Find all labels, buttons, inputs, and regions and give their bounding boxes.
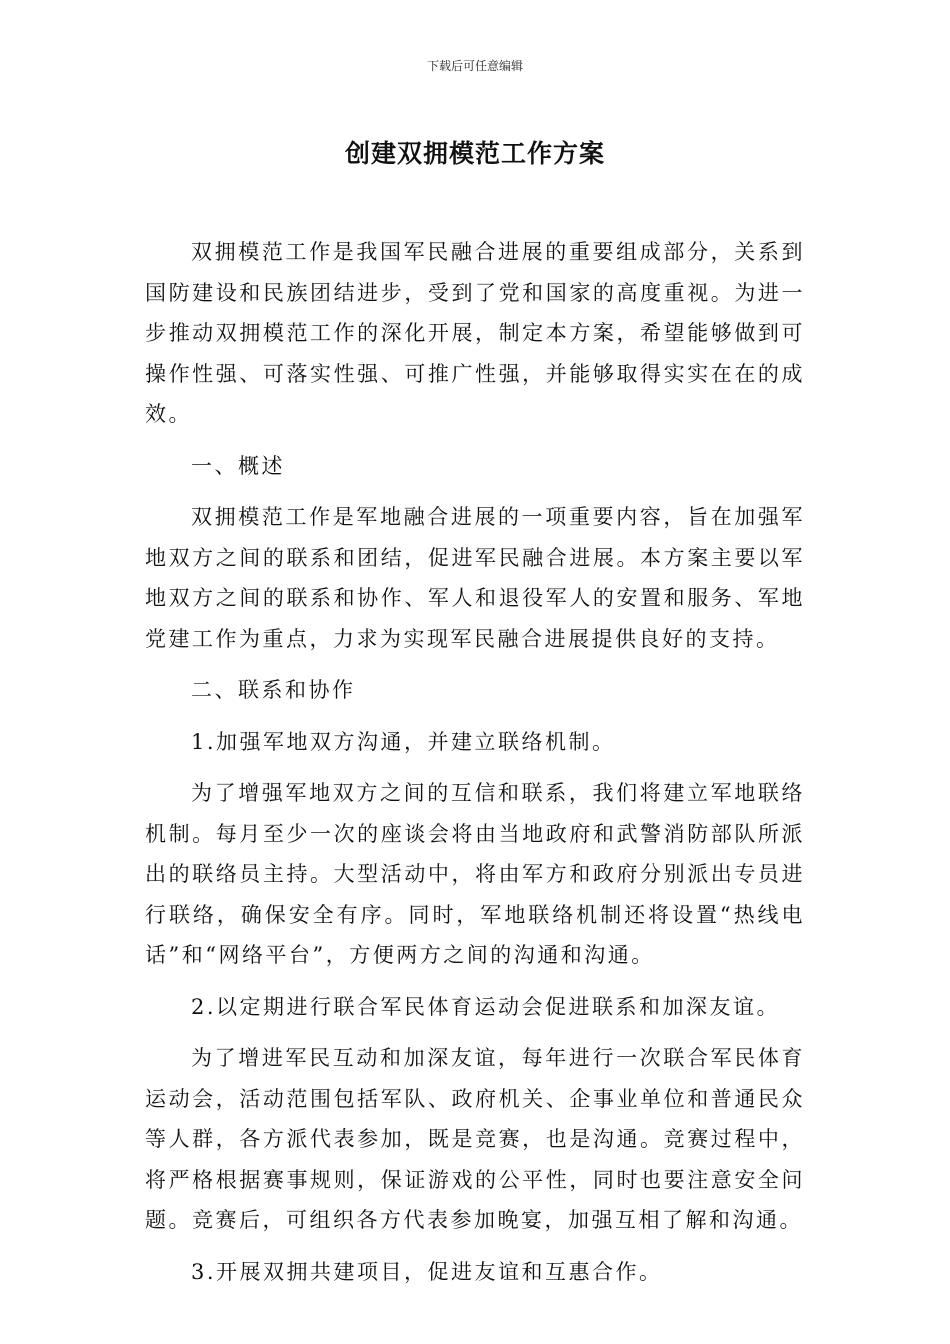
section-heading-overview: 一、概述 — [191, 453, 285, 478]
paragraph-overview: 双拥模范工作是军地融合进展的一项重要内容，旨在加强军地双方之间的联系和团结，促进军民融合进展。本方案主要以军地双方之间的联系和协作、军人和退役军人的安置和服务、军地党建工作为重点，力求为实现军民融合进展提供良好的支持。 — [145, 505, 805, 651]
paragraph-item-1: 为了增强军地双方之间的互信和联系，我们将建立军地联络机制。每月至少一次的座谈会将由当地政府和武警消防部队所派出的联络员主持。大型活动中，将由军方和政府分别派出专员进行联络，确保安全有序。同时，军地联络机制还将设置“热线电话”和“网络平台”，方便两方之间的沟通和沟通。 — [145, 781, 805, 967]
section-heading-liaison: 二、联系和协作 — [191, 678, 356, 702]
item-heading-3: 3.开展双拥共建项目，促进友谊和互惠合作。 — [191, 1259, 663, 1284]
paragraph-intro: 双拥模范工作是我国军民融合进展的重要组成部分，关系到国防建设和民族团结进步，受到了党和国家的高度重视。为进一步推动双拥模范工作的深化开展，制定本方案，希望能够做到可操作性强、可落实性强、可推广性强，并能够取得实实在在的成效。 — [145, 240, 805, 426]
item-heading-2: 2.以定期进行联合军民体育运动会促进联系和加深友谊。 — [191, 994, 781, 1019]
item-heading-1: 1.加强军地双方沟通，并建立联络机制。 — [191, 729, 616, 754]
paragraph-item-2: 为了增进军民互动和加深友谊，每年进行一次联合军民体育运动会，活动范围包括军队、政府机关、企事业单位和普通民众等人群，各方派代表参加，既是竞赛，也是沟通。竞赛过程中，将严格根据赛事规则，保证游戏的公平性，同时也要注意安全问题。竞赛后，可组织各方代表参加晚宴，加强互相了解和沟通。 — [145, 1046, 805, 1232]
header-note: 下载后可任意编辑 — [426, 59, 523, 73]
document-body — [145, 232, 805, 1303]
document-title: 创建双拥模范工作方案 — [344, 139, 605, 168]
